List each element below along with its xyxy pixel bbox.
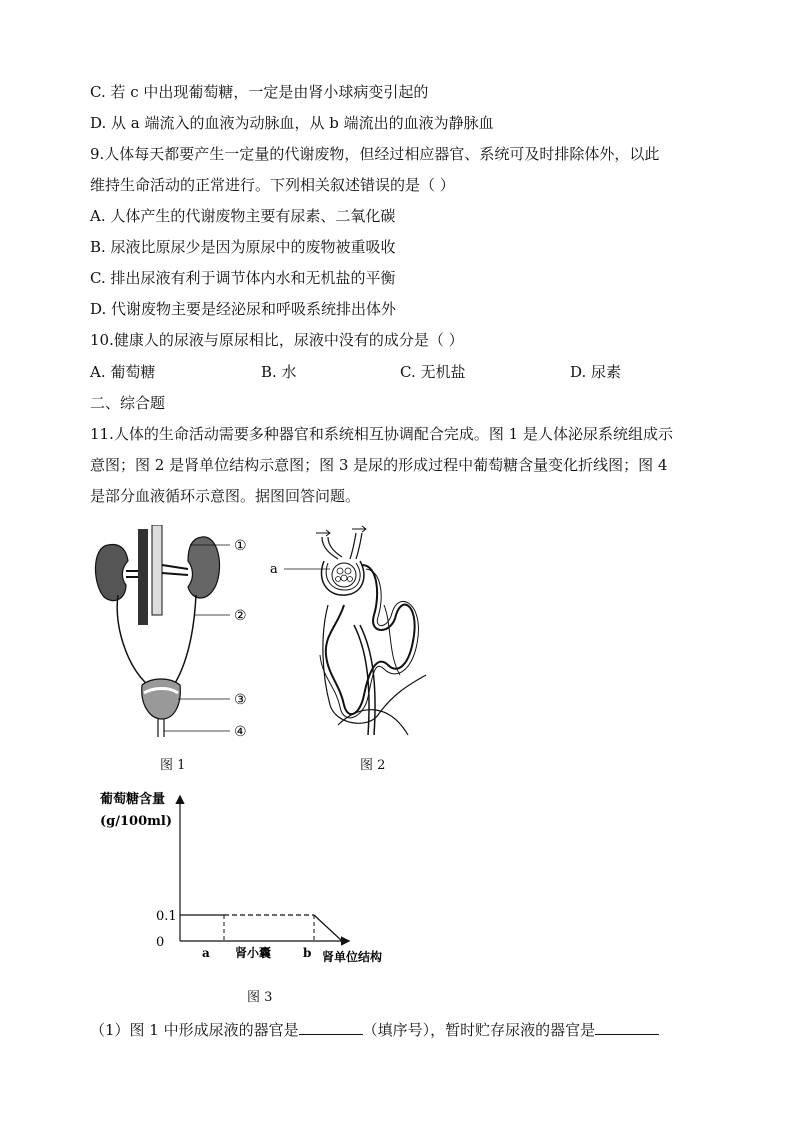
- renal-tubule: [326, 565, 415, 714]
- x-tick-label-0: a: [202, 946, 210, 960]
- q9-option-d: D. 代谢废物主要是经泌尿和呼吸系统排出体外: [90, 300, 397, 318]
- q10-option-c: C. 无机盐: [400, 363, 466, 381]
- q11-sub1: [90, 1020, 659, 1040]
- right-kidney: [188, 537, 220, 598]
- q10-stem: 10.健康人的尿液与原尿相比，尿液中没有的成分是（ ）: [90, 331, 464, 349]
- x-tick-label-1: 肾小囊: [235, 946, 272, 960]
- vena-cava: [152, 525, 162, 615]
- q9-stem-line2: 维持生命活动的正常进行。下列相关叙述错误的是（ ）: [90, 176, 455, 194]
- q9-option-c: C. 排出尿液有利于调节体内水和无机盐的平衡: [90, 269, 396, 287]
- y-tick-label-1: 0.1: [156, 909, 177, 924]
- q8-option-d: D. 从 a 端流入的血液为动脉血，从 b 端流出的血液为静脉血: [90, 114, 494, 132]
- q10-option-a: A. 葡萄糖: [90, 363, 156, 381]
- answer-blank-1[interactable]: [299, 1020, 363, 1035]
- q11-stem-line2: 意图；图 2 是肾单位结构示意图；图 3 是尿的形成过程中葡萄糖含量变化折线图；图 4: [90, 456, 668, 474]
- q11-stem-line3: 是部分血液循环示意图。据图回答问题。: [90, 487, 361, 505]
- callout-3: ③: [234, 692, 247, 708]
- callout-1: ①: [234, 538, 247, 554]
- y-tick-label-0: 0: [156, 935, 165, 950]
- q9-option-b: B. 尿液比原尿少是因为原尿中的废物被重吸收: [90, 238, 396, 256]
- callout-4: ④: [234, 724, 247, 740]
- figure-3-glucose-chart: [90, 785, 410, 975]
- q10-option-d: D. 尿素: [570, 363, 622, 381]
- q9-option-a: A. 人体产生的代谢废物主要有尿素、二氧化碳: [90, 207, 396, 225]
- y-axis-title: 葡萄糖含量: [100, 792, 166, 807]
- marker-a: a: [270, 562, 278, 577]
- q9-stem-line1: 9.人体每天都要产生一定量的代谢废物，但经过相应器官、系统可及时排除体外，以此: [90, 145, 660, 163]
- glucose-line-segment-2: [314, 915, 342, 941]
- figure-3-label: 图 3: [247, 990, 273, 1005]
- q10-option-b: B. 水: [261, 363, 297, 381]
- figure-1-urinary-system: [90, 525, 270, 745]
- bladder: [142, 679, 181, 719]
- figure-1-label: 图 1: [160, 758, 186, 773]
- x-axis-title: 肾单位结构: [322, 950, 383, 964]
- section-heading: 二、综合题: [90, 394, 166, 412]
- urethra: [158, 719, 164, 737]
- q11-stem-line1: 11.人体的生命活动需要多种器官和系统相互协调配合完成。图 1 是人体泌尿系统组成示: [90, 425, 673, 443]
- x-tick-label-2: b: [303, 946, 312, 960]
- q8-option-c: C. 若 c 中出现葡萄糖，一定是由肾小球病变引起的: [90, 83, 429, 101]
- figure-2-label: 图 2: [360, 758, 386, 773]
- right-ureter: [174, 595, 196, 685]
- y-axis-unit: (g/100ml): [100, 814, 172, 829]
- q11-sub1-part2: （填序号），暂时贮存尿液的器官是: [362, 1021, 596, 1039]
- left-kidney: [95, 545, 128, 601]
- callout-2: ②: [234, 608, 247, 624]
- figure-2-nephron: [268, 525, 438, 745]
- answer-blank-2[interactable]: [595, 1020, 659, 1035]
- q11-sub1-part1: （1）图 1 中形成尿液的器官是: [90, 1021, 299, 1039]
- aorta: [138, 529, 148, 625]
